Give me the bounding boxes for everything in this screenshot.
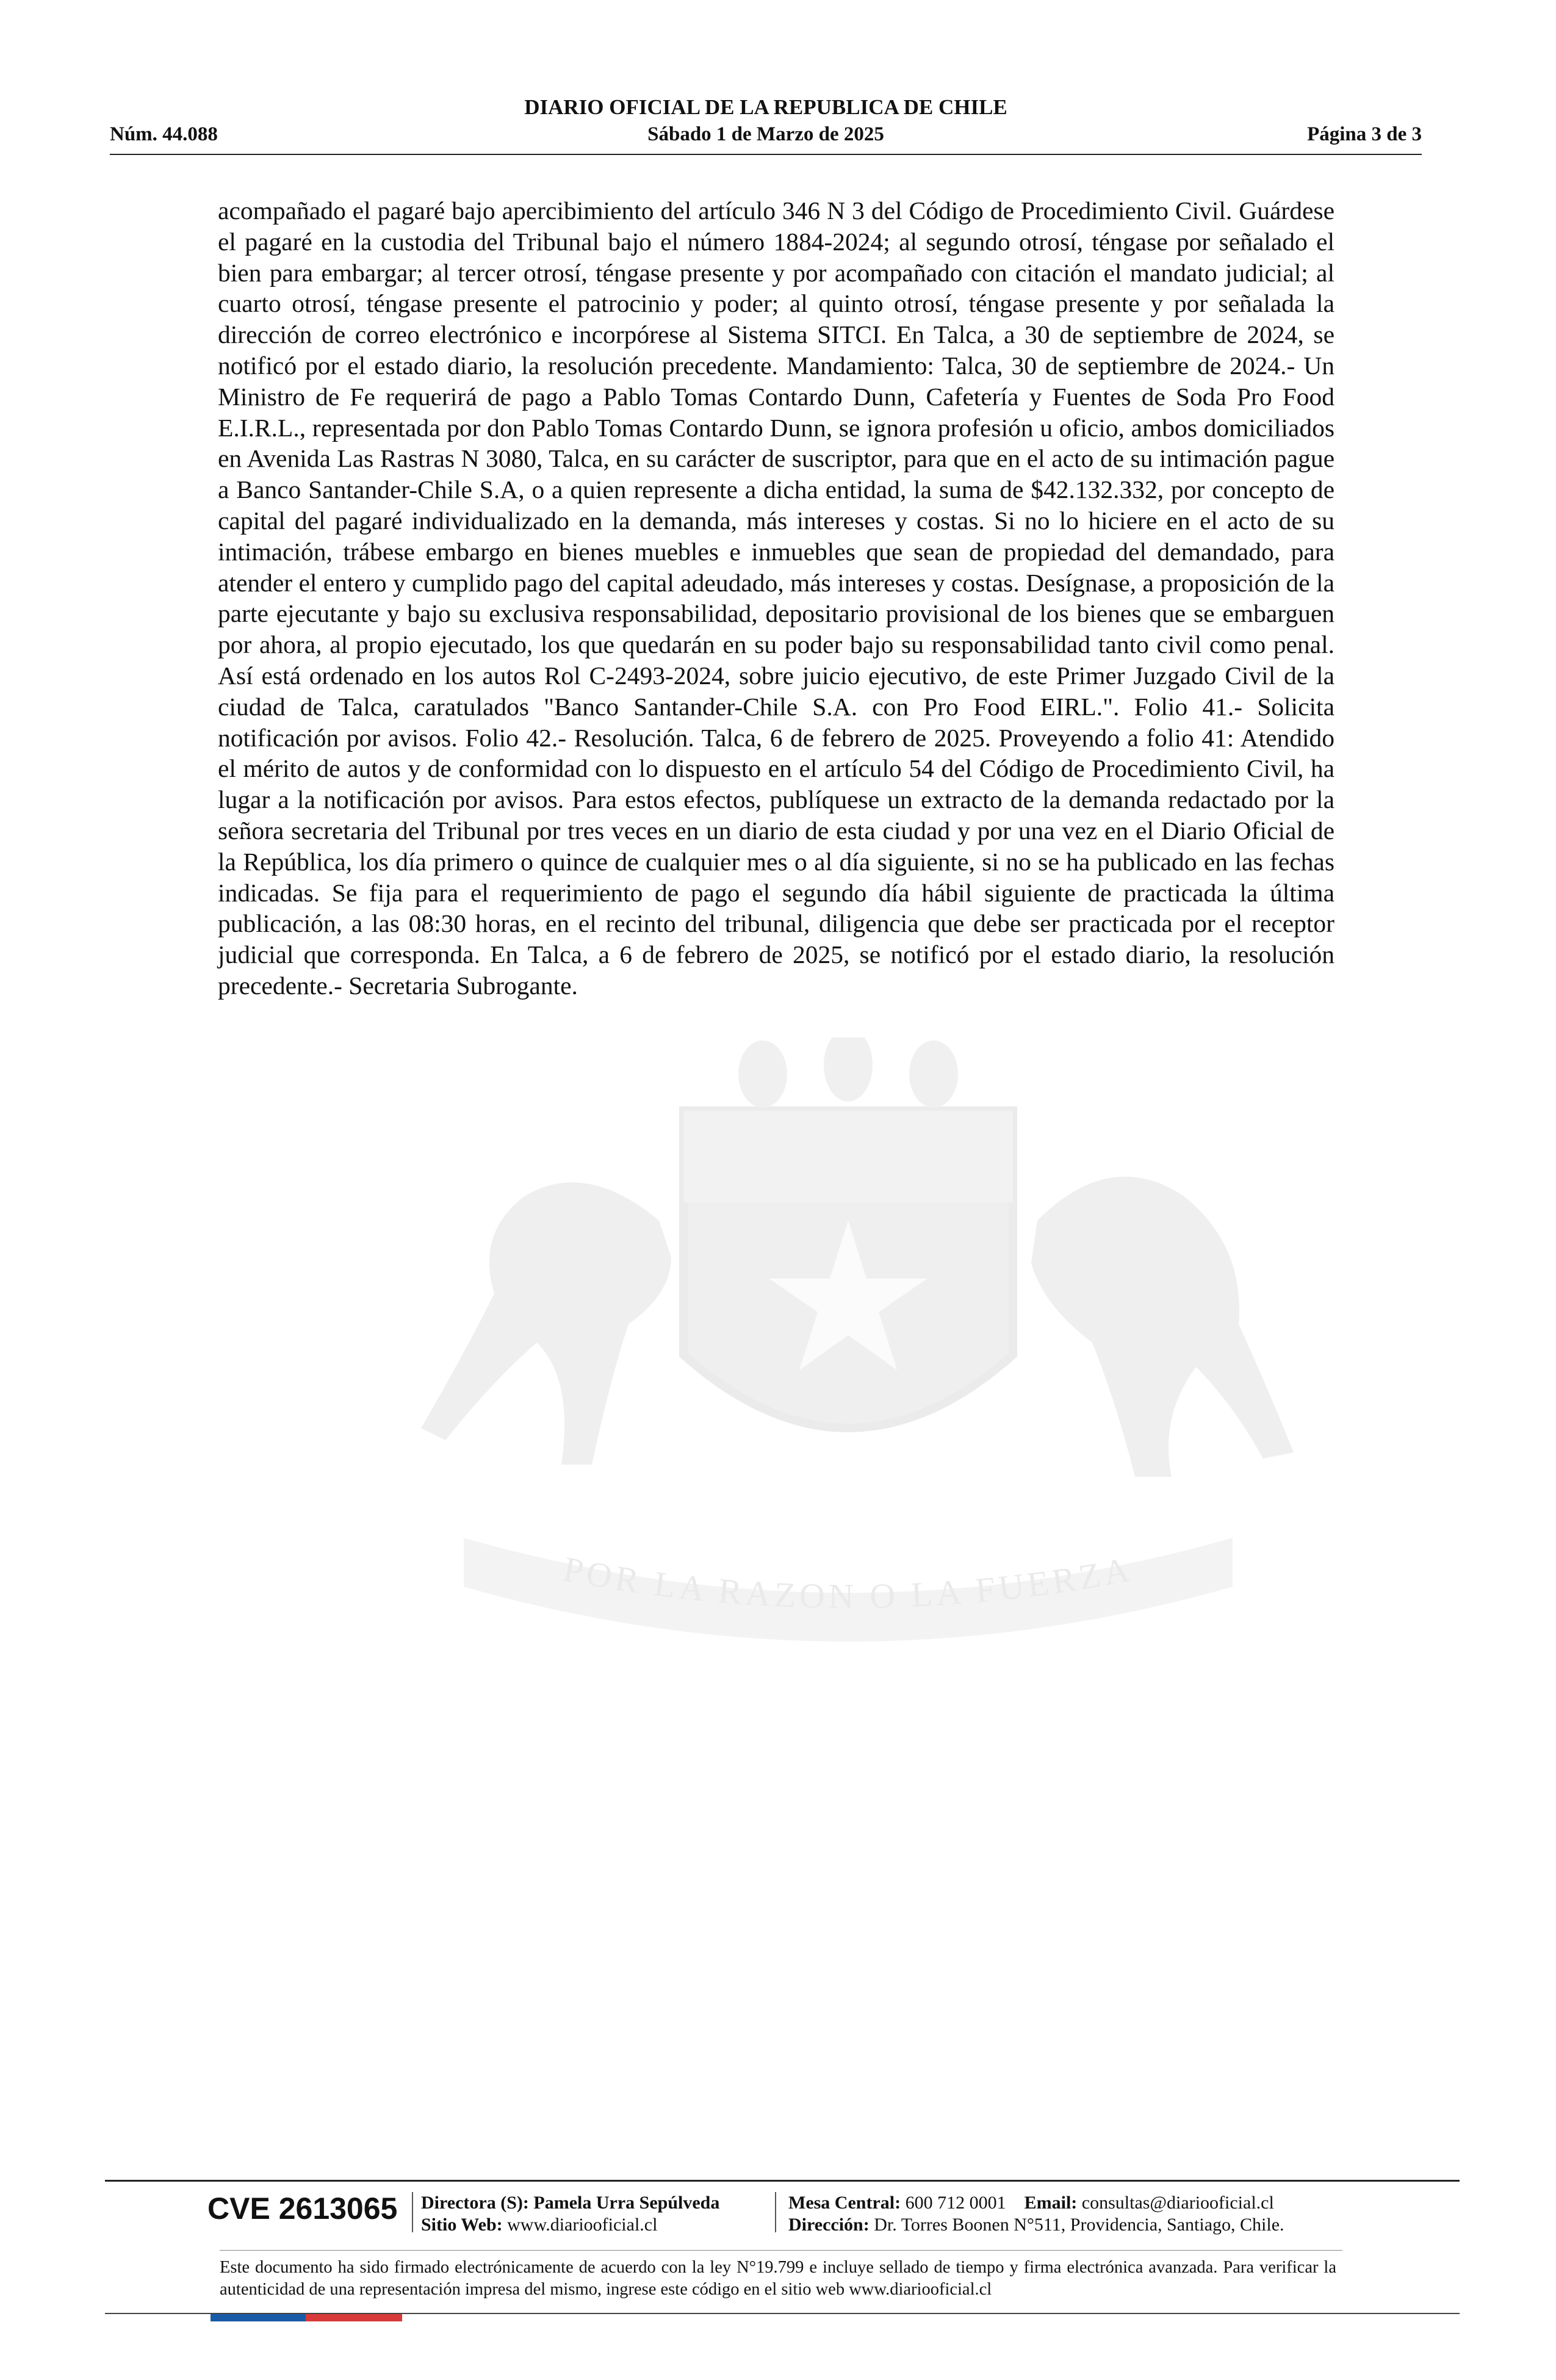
issue-date: Sábado 1 de Marzo de 2025 <box>647 123 884 145</box>
website-link[interactable]: www.diariooficial.cl <box>507 2215 658 2235</box>
header-divider <box>110 154 1422 155</box>
footer-separator <box>775 2192 776 2232</box>
director-name: Pamela Urra Sepúlveda <box>533 2193 720 2213</box>
address-text: Dr. Torres Boonen N°511, Providencia, Santiago, Chile. <box>874 2215 1284 2235</box>
page-header <box>110 92 1422 159</box>
flag-stripe-blue <box>211 2314 306 2321</box>
cve-code: CVE 2613065 <box>207 2191 398 2226</box>
footer-inner-rule <box>220 2250 1342 2251</box>
footer-contact-block <box>788 2192 1284 2236</box>
issue-number: Núm. 44.088 <box>110 123 218 145</box>
phone-label: Mesa Central: <box>788 2193 901 2213</box>
gazette-title: DIARIO OFICIAL DE LA REPUBLICA DE CHILE <box>524 95 1007 119</box>
email-label: Email: <box>1024 2193 1078 2213</box>
legal-notice: Este documento ha sido firmado electrónicamente de acuerdo con la ley N°19.799 e incluye sellado de tiempo y firma electrónica avanzada. Para verificar la autenticidad de una representación impresa del mismo, ingrese este código en el sitio web www.diariooficial.cl <box>220 2258 1336 2299</box>
website-label: Sitio Web: <box>421 2215 503 2235</box>
notice-body-text: acompañado el pagaré bajo apercibimiento del artículo 346 N 3 del Código de Procedimiento Civil. Guárdese el pagaré en la custodia del Tribunal bajo el número 1884-2024; al segundo otrosí, téngase por señalado el bien para embargar; al tercer otrosí, téngase presente y por acompañado con citación el mandato judicial; al cuarto otrosí, téngase presente el patrocinio y poder; al quinto otrosí, téngase presente y por señalada la dirección de correo electrónico e incorpórese al Sistema SITCI. En Talca, a 30 de septiembre de 2024, se notificó por el estado diario, la resolución precedente. Mandamiento: Talca, 30 de septiembre de 2024.- Un Ministro de Fe requerirá de pago a Pablo Tomas Contardo Dunn, Cafetería y Fuentes de Soda Pro Food E.I.R.L., representada por don Pablo Tomas Contardo Dunn, se ignora profesión u oficio, ambos domiciliados en Avenida Las Rastras N 3080, Talca, en su carácter de suscriptor, para que en el acto de su intimación pague a Banco Santander-Chile S.A, o a quien represente a dicha entidad, la suma de $42.132.332, por concepto de capital del pagaré individualizado en la demanda, más intereses y costas. Si no lo hiciere en el acto de su intimación, trábese embargo en bienes muebles e inmuebles que sean de propiedad del demandado, para atender el entero y cumplido pago del capital adeudado, más intereses y costas. Desígnase, a proposición de la parte ejecutante y bajo su exclusiva responsabilidad, depositario provisional de los bienes que se embarguen por ahora, al propio ejecutado, los que quedarán en su poder bajo su responsabilidad tanto civil como penal. Así está ordenado en los autos Rol C-2493-2024, sobre juicio ejecutivo, de este Primer Juzgado Civil de la ciudad de Talca, caratulados "Banco Santander-Chile S.A. con Pro Food EIRL.". Folio 41.- Solicita notificación por avisos. Folio 42.- Resolución. Talca, 6 de febrero de 2025. Proveyendo a folio 41: Atendido el mérito de autos y de conformidad con lo dispuesto en el artículo 54 del Código de Procedimiento Civil, ha lugar a la notificación por avisos. Para estos efectos, publíquese un extracto de la demanda redactado por la señora secretaria del Tribunal por tres veces en un diario de esta ciudad y por una vez en el Diario Oficial de la República, los día primero o quince de cualquier mes o al día siguiente, si no se ha publicado en las fechas indicadas. Se fija para el requerimiento de pago el segundo día hábil siguiente de practicada la última publicación, a las 08:30 horas, en el recinto del tribunal, diligencia que debe ser practicada por el receptor judicial que corresponda. En Talca, a 6 de febrero de 2025, se notificó por el estado diario, la resolución precedente.- Secretaria Subrogante. <box>218 197 1334 1000</box>
footer-separator <box>412 2192 413 2232</box>
email-link[interactable]: consultas@diariooficial.cl <box>1081 2193 1274 2213</box>
address-label: Dirección: <box>788 2215 870 2235</box>
footer-top-rule <box>105 2180 1460 2182</box>
watermark-motto: POR LA RAZON O LA FUERZA <box>560 1549 1136 1617</box>
flag-stripe-red <box>306 2314 402 2321</box>
phone-number: 600 712 0001 <box>905 2193 1006 2213</box>
page-indicator: Página 3 de 3 <box>1307 123 1422 145</box>
director-label: Directora (S): <box>421 2193 529 2213</box>
footer-director-block <box>421 2192 719 2236</box>
coat-of-arms-watermark-icon <box>342 1037 1355 1678</box>
